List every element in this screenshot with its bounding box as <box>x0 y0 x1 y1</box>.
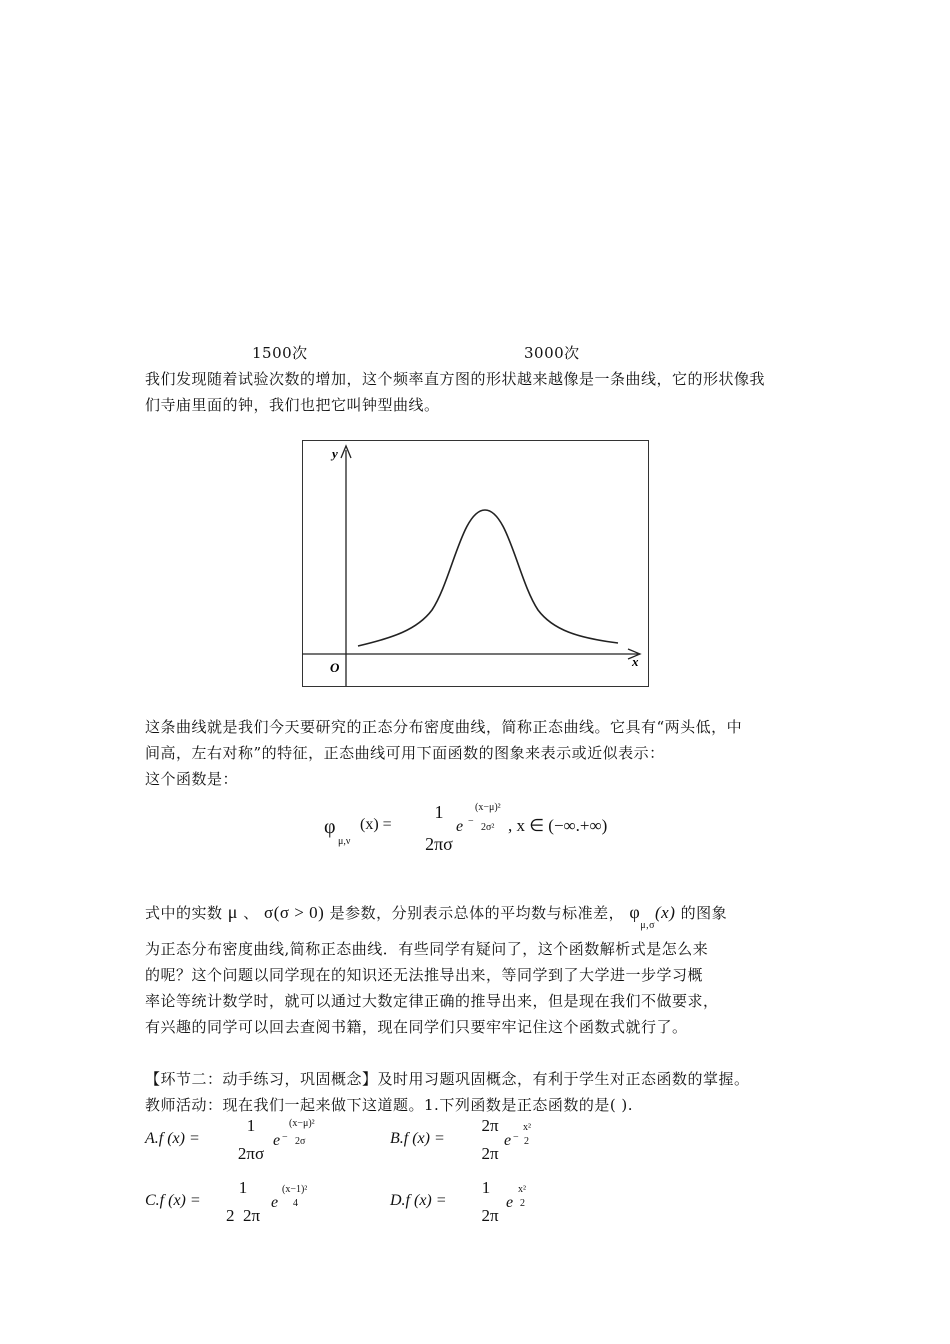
formula-exp-numerator: (x−μ)² <box>475 802 501 813</box>
option-a-exp-numerator: (x−μ)² <box>289 1118 315 1129</box>
option-c-label: C.f (x) = <box>145 1192 201 1209</box>
label-3000: 3000次 <box>524 344 580 362</box>
p3-text-1: 式中的实数 <box>145 904 223 922</box>
y-label: y <box>332 446 338 461</box>
p3-sep: 、 <box>243 904 259 922</box>
option-a-e: e <box>273 1132 281 1149</box>
formula-phi: φ <box>324 816 336 838</box>
paragraph2-line2: 间高，左右对称”的特征，正态曲线可用下面函数的图象来表示或近似表示： <box>145 744 665 762</box>
x-label: x <box>632 654 639 669</box>
option-a-exp-sign: − <box>282 1132 288 1143</box>
option-c-exp-numerator: (x−1)² <box>282 1184 308 1195</box>
option-a <box>145 1118 365 1170</box>
option-b-numerator: 2π <box>481 1116 499 1135</box>
option-c-exp-denominator: 4 <box>293 1198 298 1209</box>
option-d-exp-numerator: x² <box>518 1184 526 1195</box>
option-a-label: A.f (x) = <box>145 1130 200 1147</box>
option-b-exp-denominator: 2 <box>524 1136 529 1147</box>
option-d-label: D.f (x) = <box>390 1192 447 1209</box>
paragraph2-line1: 这条曲线就是我们今天要研究的正态分布密度曲线，简称正态曲线。它具有“两头低，中 <box>145 718 743 736</box>
normal-density-formula <box>320 798 640 858</box>
option-b-exp-sign: − <box>513 1132 519 1143</box>
formula-phi-subscript: μ,ν <box>338 836 351 847</box>
p3-phi-subscript: μ,σ <box>640 920 656 931</box>
formula-domain: , x ∈ (−∞.+∞) <box>508 816 608 835</box>
paragraph3-line4: 率论等统计数学时，就可以通过大数定律正确的推导出来，但是现在我们不做要求， <box>145 992 719 1010</box>
p3-phi: φ <box>629 902 641 922</box>
formula-exp-denominator: 2σ² <box>481 822 495 833</box>
option-d-exp-denominator: 2 <box>520 1198 525 1209</box>
option-c-numerator: 1 <box>238 1178 248 1197</box>
p3-phi-arg: (x) <box>655 903 676 922</box>
p3-sigma-condition: σ(σ > 0) <box>264 903 325 922</box>
option-a-denominator: 2πσ <box>237 1144 265 1163</box>
origin-label: O <box>330 660 340 675</box>
p3-mu: μ <box>227 902 238 922</box>
paragraph3-line1 <box>145 899 727 929</box>
paragraph1-line2: 们寺庙里面的钟，我们也把它叫钟型曲线。 <box>145 396 440 414</box>
option-c <box>145 1180 365 1232</box>
p3-text-3: 的图象 <box>680 904 728 922</box>
option-b <box>390 1118 610 1170</box>
option-b-e: e <box>504 1132 512 1149</box>
paragraph2-line3: 这个函数是： <box>145 770 239 788</box>
option-c-denominator: 2 2π <box>225 1206 261 1225</box>
option-d-numerator: 1 <box>481 1178 491 1197</box>
formula-numerator: 1 <box>434 802 444 822</box>
figure-border <box>303 441 649 687</box>
paragraph1-line1: 我们发现随着试验次数的增加，这个频率直方图的形状越来越像是一条曲线，它的形状像我 <box>145 370 766 388</box>
section2-question: 教师活动：现在我们一起来做下这道题。1.下列函数是正态函数的是( ). <box>145 1096 634 1114</box>
formula-denominator: 2πσ <box>425 834 453 854</box>
label-1500: 1500次 <box>252 344 308 362</box>
option-d-e: e <box>506 1194 514 1211</box>
paragraph3-line5: 有兴趣的同学可以回去查阅书籍，现在同学们只要牢牢记住这个函数式就行了。 <box>145 1018 688 1036</box>
option-b-exp-numerator: x² <box>523 1122 531 1133</box>
option-c-e: e <box>271 1194 279 1211</box>
option-b-label: B.f (x) = <box>390 1130 445 1147</box>
paragraph3-line2: 为正态分布密度曲线,简称正态曲线．有些同学有疑问了，这个函数解析式是怎么来 <box>145 940 709 958</box>
option-a-numerator: 1 <box>246 1116 256 1135</box>
option-d-denominator: 2π <box>481 1206 499 1225</box>
option-d <box>390 1180 610 1232</box>
option-b-denominator: 2π <box>481 1144 499 1163</box>
formula-e: e <box>456 818 464 835</box>
bell-curve-figure <box>302 440 649 687</box>
p3-text-2: 是参数，分别表示总体的平均数与标准差， <box>329 904 625 922</box>
option-a-exp-denominator: 2σ <box>295 1136 306 1147</box>
section2-heading: 【环节二：动手练习，巩固概念】及时用习题巩固概念，有利于学生对正态函数的掌握。 <box>145 1070 750 1088</box>
paragraph3-line3: 的呢？这个问题以同学现在的知识还无法推导出来，等同学到了大学进一步学习概 <box>145 966 704 984</box>
formula-exp-sign: − <box>468 816 474 827</box>
formula-arg: (x) = <box>360 816 392 833</box>
